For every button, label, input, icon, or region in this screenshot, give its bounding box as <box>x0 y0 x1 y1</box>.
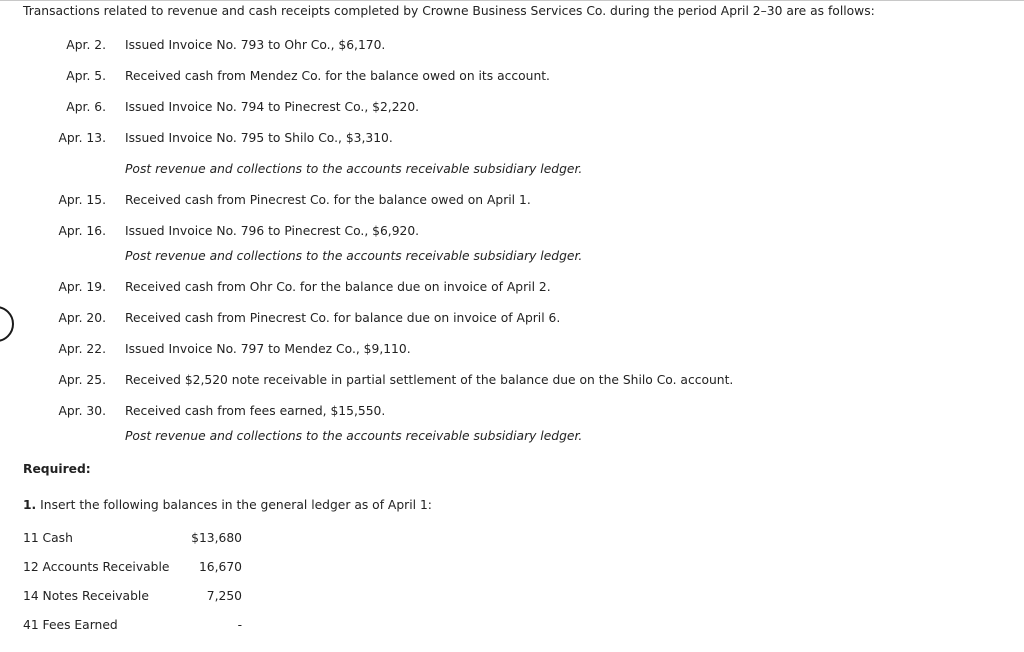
transaction-text: Issued Invoice No. 795 to Shilo Co., $3,310. <box>125 131 393 145</box>
transaction-date: Apr. 22. <box>58 342 106 356</box>
scroll-marker-icon <box>0 306 14 342</box>
account-name: 11 Cash <box>23 531 73 545</box>
post-note: Post revenue and collections to the accounts receivable subsidiary ledger. <box>125 249 583 263</box>
transaction-date: Apr. 6. <box>66 100 106 114</box>
account-name: 12 Accounts Receivable <box>23 560 170 574</box>
transaction-date: Apr. 19. <box>58 280 106 294</box>
transaction-date: Apr. 13. <box>58 131 106 145</box>
top-divider <box>0 0 1024 1</box>
account-balance: 16,670 <box>198 560 242 574</box>
transaction-text: Issued Invoice No. 794 to Pinecrest Co., $2,220. <box>125 100 420 114</box>
transaction-date: Apr. 2. <box>66 38 106 52</box>
transaction-date: Apr. 25. <box>58 373 106 387</box>
requirement-number: 1. <box>23 498 37 512</box>
transaction-text: Received cash from Ohr Co. for the balance due on invoice of April 2. <box>125 280 551 294</box>
transaction-date: Apr. 16. <box>58 224 106 238</box>
transaction-date: Apr. 5. <box>66 69 106 83</box>
transaction-text: Issued Invoice No. 797 to Mendez Co., $9,110. <box>125 342 411 356</box>
account-balance: $13,680 <box>191 531 242 545</box>
account-balance: - <box>237 618 242 632</box>
requirement-item <box>23 497 432 513</box>
transaction-text: Received cash from Mendez Co. for the balance owed on its account. <box>125 69 550 83</box>
transaction-text: Received cash from Pinecrest Co. for balance due on invoice of April 6. <box>125 311 561 325</box>
transaction-date: Apr. 15. <box>58 193 106 207</box>
transaction-text: Issued Invoice No. 793 to Ohr Co., $6,170. <box>125 38 386 52</box>
account-balance: 7,250 <box>206 589 242 603</box>
transaction-date: Apr. 20. <box>58 311 106 325</box>
required-heading: Required: <box>23 462 91 476</box>
transaction-text: Received cash from fees earned, $15,550. <box>125 404 386 418</box>
intro-text: Transactions related to revenue and cash receipts completed by Crowne Business Services Co. during the period April 2–30 are as follows: <box>23 4 875 18</box>
transaction-text: Received $2,520 note receivable in partial settlement of the balance due on the Shilo Co. account. <box>125 373 734 387</box>
transaction-text: Issued Invoice No. 796 to Pinecrest Co., $6,920. <box>125 224 420 238</box>
account-name: 41 Fees Earned <box>23 618 118 632</box>
transaction-text: Received cash from Pinecrest Co. for the balance owed on April 1. <box>125 193 531 207</box>
account-name: 14 Notes Receivable <box>23 589 149 603</box>
requirement-text: Insert the following balances in the general ledger as of April 1: <box>40 498 432 512</box>
post-note: Post revenue and collections to the accounts receivable subsidiary ledger. <box>125 429 583 443</box>
post-note: Post revenue and collections to the accounts receivable subsidiary ledger. <box>125 162 583 176</box>
transaction-date: Apr. 30. <box>58 404 106 418</box>
